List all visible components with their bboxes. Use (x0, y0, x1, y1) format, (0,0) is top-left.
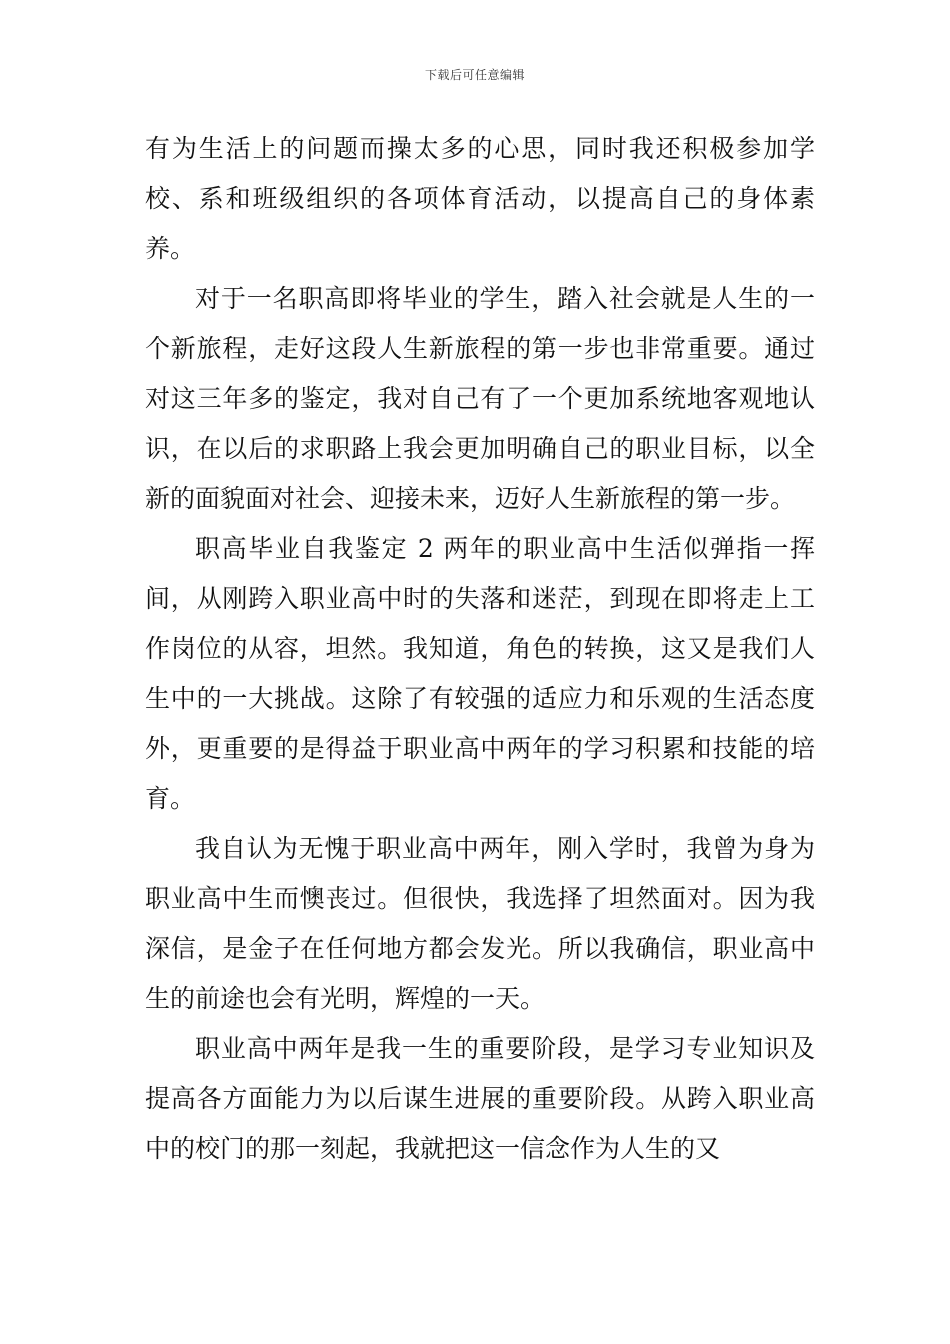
paragraph: 职高毕业自我鉴定 2 两年的职业高中生活似弹指一挥间，从刚跨入职业高中时的失落和迷茫，到现在即将走上工作岗位的从容，坦然。我知道，角色的转换，这又是我们人生中的一大挑战。这除了有较强的适应力和乐观的生活态度外，更重要的是得益于职业高中两年的学习积累和技能的培育。 (145, 534, 815, 813)
paragraph: 我自认为无愧于职业高中两年，刚入学时，我曾为身为职业高中生而懊丧过。但很快，我选择了坦然面对。因为我深信，是金子在任何地方都会发光。所以我确信，职业高中生的前途也会有光明，辉煌的一天。 (145, 834, 815, 1013)
paragraph: 对于一名职高即将毕业的学生，踏入社会就是人生的一个新旅程，走好这段人生新旅程的第一步也非常重要。通过对这三年多的鉴定，我对自己有了一个更加系统地客观地认识，在以后的求职路上我会更加明确自己的职业目标，以全新的面貌面对社会、迎接未来，迈好人生新旅程的第一步。 (145, 284, 815, 513)
document-body (145, 124, 815, 1174)
paragraph: 职业高中两年是我一生的重要阶段，是学习专业知识及提高各方面能力为以后谋生进展的重要阶段。从跨入职业高中的校门的那一刻起，我就把这一信念作为人生的又 (145, 1034, 815, 1163)
paragraph-continuation: 有为生活上的问题而操太多的心思，同时我还积极参加学校、系和班级组织的各项体育活动，以提高自己的身体素养。 (145, 134, 815, 263)
page-header: 下载后可任意编辑 (424, 68, 525, 82)
